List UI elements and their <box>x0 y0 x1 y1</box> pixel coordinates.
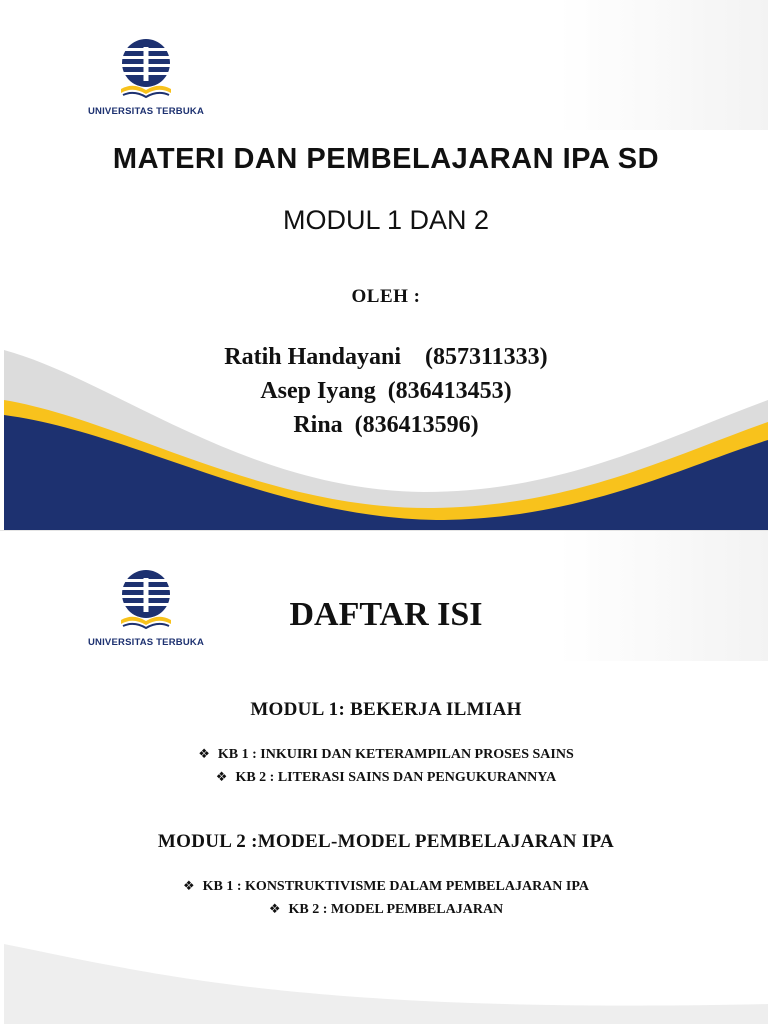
module-heading: MODUL 2 :MODEL-MODEL PEMBELAJARAN IPA <box>157 831 615 852</box>
title-slide <box>4 0 768 530</box>
list-item <box>4 902 768 918</box>
diamond-bullet-icon: ❖ <box>215 770 228 785</box>
diamond-bullet-icon: ❖ <box>183 879 195 894</box>
logo-emblem-icon <box>117 37 175 103</box>
module-heading: MODUL 1: BEKERJA ILMIAH <box>250 699 522 720</box>
by-label: OLEH : <box>351 286 421 307</box>
decorative-wave <box>4 944 768 1024</box>
list-item <box>4 879 768 895</box>
logo-text: UNIVERSITAS TERBUKA <box>87 106 205 117</box>
logo-text: UNIVERSITAS TERBUKA <box>87 637 205 648</box>
list-item-label: KB 2 : LITERASI SAINS DAN PENGUKURANNYA <box>235 770 557 785</box>
contents-title: DAFTAR ISI <box>289 596 483 633</box>
slide-title: MATERI DAN PEMBELAJARAN IPA SD <box>112 143 660 175</box>
list-item-label: KB 1 : KONSTRUKTIVISME DALAM PEMBELAJARAN IPA <box>202 879 589 894</box>
list-item <box>4 770 768 786</box>
diamond-bullet-icon: ❖ <box>268 902 281 917</box>
list-item <box>4 747 768 763</box>
contents-slide <box>4 531 768 1024</box>
author-line: Rina (836413596) <box>293 412 479 438</box>
decorative-wave <box>4 340 768 530</box>
list-item-label: KB 1 : INKUIRI DAN KETERAMPILAN PROSES SAINS <box>217 747 574 762</box>
corner-shade <box>558 0 768 130</box>
author-line: Asep Iyang (836413453) <box>260 378 512 404</box>
author-line: Ratih Handayani (857311333) <box>224 344 548 370</box>
diamond-bullet-icon: ❖ <box>198 747 210 762</box>
list-item-label: KB 2 : MODEL PEMBELAJARAN <box>288 902 504 917</box>
university-logo <box>84 37 208 133</box>
slide-subtitle: MODUL 1 DAN 2 <box>282 205 490 235</box>
